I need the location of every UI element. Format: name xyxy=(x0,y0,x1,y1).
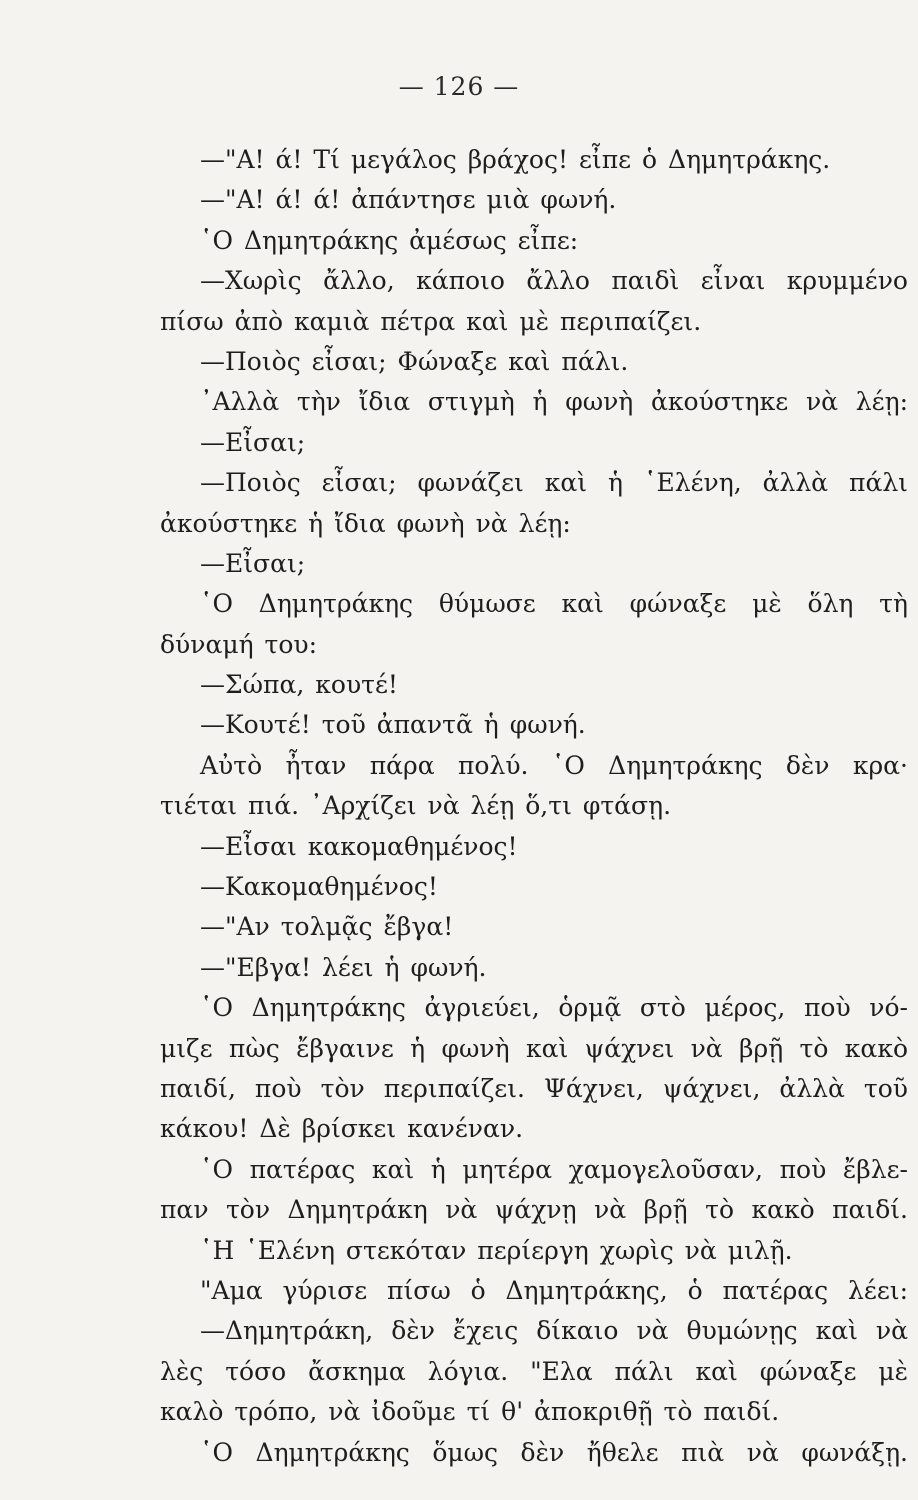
body-text xyxy=(160,140,908,1473)
text-line: λὲς τόσο ἄσκημα λόγια. "Ελα πάλι καὶ φώναξε μὲ xyxy=(160,1356,908,1386)
text-line: —Εἶσαι κακομαθημένος! xyxy=(200,831,518,861)
text-line: πίσω ἀπὸ καμιὰ πέτρα καὶ μὲ περιπαίζει. xyxy=(160,306,702,336)
text-line: —Ποιὸς εἶσαι; Φώναξε καὶ πάλι. xyxy=(200,346,629,376)
text-line: ῾Ο Δημητράκης θύμωσε καὶ φώναξε μὲ ὅλη τὴ xyxy=(200,589,908,619)
text-line: κάκου! Δὲ βρίσκει κανέναν. xyxy=(160,1114,524,1144)
text-line: παιδί, ποὺ τὸν περιπαίζει. Ψάχνει, ψάχνει, ἀλλὰ τοῦ xyxy=(160,1073,908,1103)
text-line: ῾Ο πατέρας καὶ ἡ μητέρα χαμογελοῦσαν, ποὺ ἔβλε- xyxy=(200,1154,908,1184)
text-line: ῾Η ῾Ελένη στεκόταν περίεργη χωρὶς νὰ μιλῇ. xyxy=(200,1235,793,1265)
text-line: —"Αν τολμᾷς ἔβγα! xyxy=(200,912,454,942)
text-line: —Εἶσαι; xyxy=(200,548,306,578)
text-line: —Ποιὸς εἶσαι; φωνάζει καὶ ἡ ῾Ελένη, ἀλλὰ πάλι xyxy=(200,468,908,498)
text-line: —"Α! ά! ά! ἀπάντησε μιὰ φωνή. xyxy=(200,185,617,215)
text-line: —"Εβγα! λέει ἡ φωνή. xyxy=(200,952,487,982)
text-line: δύναμή του: xyxy=(160,629,318,659)
text-line: καλὸ τρόπο, νὰ ἰδοῦμε τί θ' ἀποκριθῇ τὸ παιδί. xyxy=(160,1397,780,1427)
text-line: παν τὸν Δημητράκη νὰ ψάχνῃ νὰ βρῇ τὸ κακὸ παιδί. xyxy=(160,1195,908,1225)
text-line: μιζε πὼς ἔβγαινε ἡ φωνὴ καὶ ψάχνει νὰ βρῇ τὸ κακὸ xyxy=(160,1033,908,1063)
text-line: ᾿Αλλὰ τὴν ἴδια στιγμὴ ἡ φωνὴ ἀκούστηκε νὰ λέῃ: xyxy=(200,387,908,417)
text-line: ἀκούστηκε ἡ ἴδια φωνὴ νὰ λέῃ: xyxy=(160,508,571,538)
page-number: — 126 — xyxy=(398,72,520,101)
text-line: ῾Ο Δημητράκης ὅμως δὲν ἤθελε πιὰ νὰ φωνάξῃ. xyxy=(200,1437,908,1467)
text-line: "Αμα γύρισε πίσω ὁ Δημητράκης, ὁ πατέρας λέει: xyxy=(200,1275,908,1305)
text-line: —Κουτέ! τοῦ ἀπαντᾶ ἡ φωνή. xyxy=(200,710,586,740)
text-line: —Χωρὶς ἄλλο, κάποιο ἄλλο παιδὶ εἶναι κρυμμένο xyxy=(200,266,908,296)
text-line: —"Α! ά! Τί μεγάλος βράχος! εἶπε ὁ Δημητράκης. xyxy=(200,145,831,174)
text-line: Αὐτὸ ἦταν πάρα πολύ. ῾Ο Δημητράκης δὲν κρα· xyxy=(200,750,908,780)
text-line: ῾Ο Δημητράκης ἀμέσως εἶπε: xyxy=(200,225,579,255)
text-line: —Εἶσαι; xyxy=(200,427,306,457)
text-line: —Κακομαθημένος! xyxy=(200,872,438,902)
text-line: τιέται πιά. ᾿Αρχίζει νὰ λέῃ ὅ,τι φτάσῃ. xyxy=(160,791,672,821)
text-line: —Σώπα, κουτέ! xyxy=(200,670,398,700)
text-line: ῾Ο Δημητράκης ἀγριεύει, ὁρμᾷ στὸ μέρος, ποὺ νό- xyxy=(200,993,908,1023)
text-line: —Δημητράκη, δὲν ἔχεις δίκαιο νὰ θυμώνῃς καὶ νὰ xyxy=(200,1316,908,1346)
